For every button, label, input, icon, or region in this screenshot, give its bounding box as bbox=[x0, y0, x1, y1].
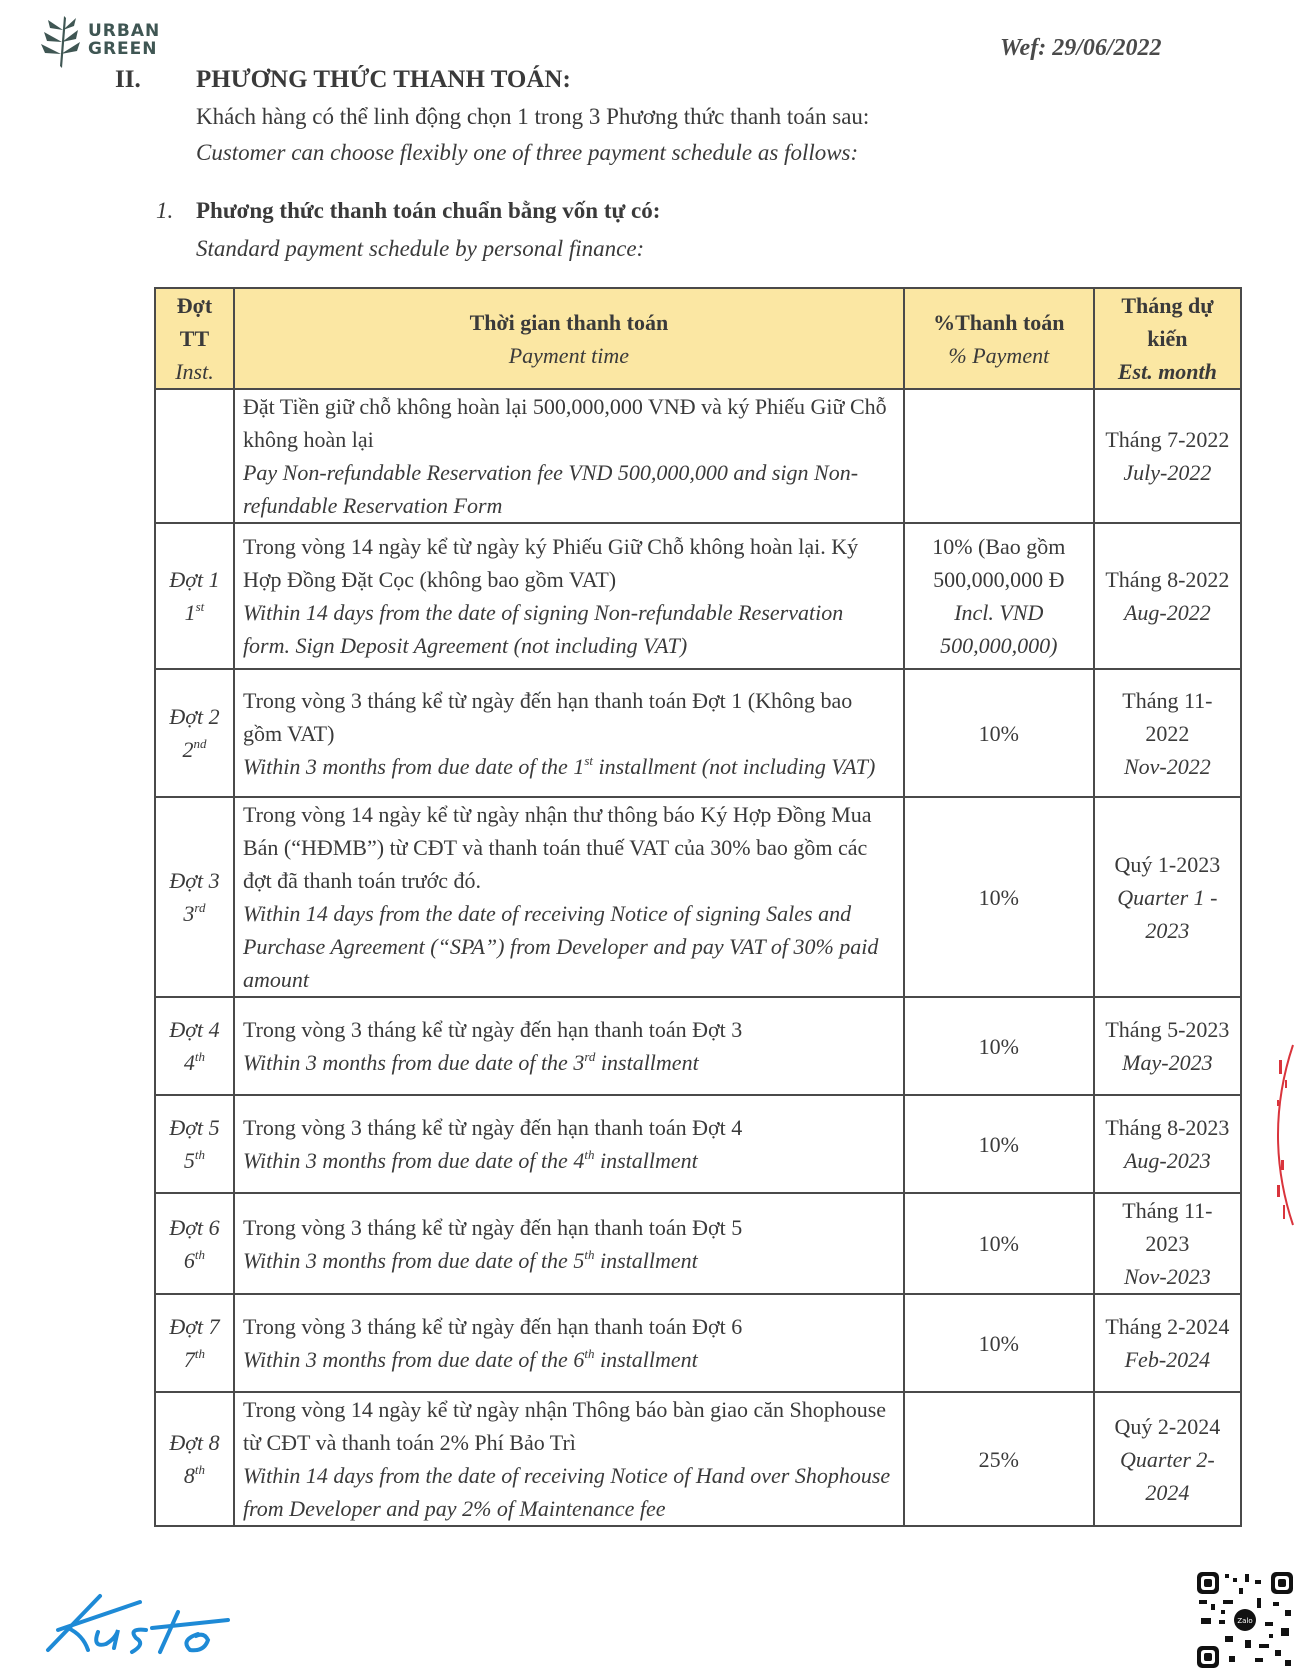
logo-text-urban: URBAN bbox=[88, 21, 161, 41]
inst-num: 3 bbox=[183, 901, 195, 926]
inst-vi: Đợt 4 bbox=[169, 1017, 220, 1042]
inst-num: 5 bbox=[183, 1148, 195, 1173]
table-row bbox=[155, 1095, 1241, 1193]
time-cell bbox=[234, 797, 904, 997]
month-cell bbox=[1094, 1294, 1241, 1392]
time-cell bbox=[234, 1193, 904, 1294]
pct-cell: 10% bbox=[904, 997, 1094, 1095]
effective-date: Wef: 29/06/2022 bbox=[1000, 35, 1162, 61]
time-en: Within 14 days from the date of receiving Notice of Hand over Shophouse from Developer and pay 2% of Maintenance fee bbox=[242, 1463, 891, 1521]
inst-cell bbox=[155, 1095, 234, 1193]
pct-cell: 10% bbox=[904, 797, 1094, 997]
header-time-vi: Thời gian thanh toán bbox=[469, 309, 669, 335]
inst-sup: th bbox=[194, 1147, 206, 1162]
month-vi: Tháng 8-2022 bbox=[1105, 567, 1230, 592]
inst-num: 2 bbox=[182, 737, 194, 762]
inst-vi: Đợt 5 bbox=[169, 1115, 220, 1140]
time-cell bbox=[234, 997, 904, 1095]
month-en: Nov-2022 bbox=[1123, 753, 1211, 779]
month-en: Aug-2022 bbox=[1123, 600, 1211, 625]
table-row bbox=[155, 523, 1241, 669]
inst-sup: rd bbox=[194, 900, 206, 915]
header-inst bbox=[155, 288, 234, 389]
time-vi: Trong vòng 3 tháng kể từ ngày đến hạn thanh toán Đợt 1 (Không bao gồm VAT) bbox=[242, 687, 853, 746]
time-vi: Đặt Tiền giữ chỗ không hoàn lại 500,000,000 VNĐ và ký Phiếu Giữ Chỗ không hoàn lại bbox=[242, 394, 887, 452]
table-row bbox=[155, 997, 1241, 1095]
header-month-vi-1: Tháng dự bbox=[1121, 293, 1214, 318]
section-intro-vi: Khách hàng có thể linh động chọn 1 trong 3 Phương thức thanh toán sau: bbox=[196, 104, 870, 129]
month-en: Aug-2023 bbox=[1123, 1148, 1211, 1173]
time-en: Within 3 months from due date of the 6th installment bbox=[242, 1346, 698, 1372]
logo-text-green: GREEN bbox=[88, 39, 158, 59]
header-pct-vi: %Thanh toán bbox=[933, 309, 1065, 335]
red-stamp-icon bbox=[1255, 1040, 1295, 1230]
pct-cell: 10% bbox=[904, 1095, 1094, 1193]
urban-green-logo bbox=[38, 12, 178, 70]
month-vi: Tháng 2-2024 bbox=[1105, 1314, 1230, 1339]
month-en: Quarter 1 - 2023 bbox=[1117, 884, 1218, 943]
header-month-vi-2: kiến bbox=[1147, 326, 1188, 351]
header-month-en: Est. month bbox=[1117, 359, 1217, 384]
inst-cell bbox=[155, 523, 234, 669]
header-time-en: Payment time bbox=[508, 342, 630, 368]
month-cell bbox=[1094, 1392, 1241, 1526]
month-en: Nov-2023 bbox=[1123, 1264, 1211, 1289]
pct-en: Incl. VND 500,000,000) bbox=[940, 600, 1058, 658]
month-en: May-2023 bbox=[1122, 1050, 1213, 1075]
pct-cell bbox=[904, 389, 1094, 523]
month-en: July-2022 bbox=[1123, 460, 1212, 485]
header-pct bbox=[904, 288, 1094, 389]
subsection-number: 1. bbox=[156, 198, 174, 223]
inst-num: 1 bbox=[184, 600, 196, 625]
month-vi: Quý 1-2023 bbox=[1114, 851, 1221, 877]
time-vi: Trong vòng 3 tháng kể từ ngày đến hạn thanh toán Đợt 3 bbox=[242, 1017, 743, 1042]
time-vi: Trong vòng 14 ngày kể từ ngày nhận Thông báo bàn giao căn Shophouse từ CĐT và thanh toán 2% Phí Bảo Trì bbox=[242, 1397, 887, 1455]
month-vi: Tháng 5-2023 bbox=[1105, 1017, 1230, 1042]
month-vi: Quý 2-2024 bbox=[1114, 1413, 1221, 1439]
inst-sup: th bbox=[194, 1049, 206, 1064]
table-row bbox=[155, 389, 1241, 523]
subsection-title-en: Standard payment schedule by personal finance: bbox=[196, 236, 645, 261]
table-header-row bbox=[155, 288, 1241, 389]
section-number: II. bbox=[115, 66, 141, 93]
pct-cell: 10% bbox=[904, 1193, 1094, 1294]
section-title: PHƯƠNG THỨC THANH TOÁN: bbox=[196, 66, 571, 93]
time-en: Within 14 days from the date of signing Non-refundable Reservation form. Sign Deposit Agreement (not including VAT) bbox=[242, 600, 844, 658]
payment-schedule-table bbox=[154, 287, 1242, 1527]
month-cell bbox=[1094, 669, 1241, 797]
inst-cell bbox=[155, 797, 234, 997]
time-en: Within 3 months from due date of the 3rd installment bbox=[242, 1049, 699, 1075]
month-cell bbox=[1094, 797, 1241, 997]
month-cell bbox=[1094, 1095, 1241, 1193]
inst-sup: th bbox=[194, 1246, 206, 1262]
inst-cell bbox=[155, 389, 234, 523]
inst-cell bbox=[155, 1392, 234, 1526]
inst-sup: th bbox=[194, 1346, 206, 1361]
inst-vi: Đợt 7 bbox=[169, 1314, 220, 1339]
month-vi: Tháng 7-2022 bbox=[1105, 427, 1230, 452]
logo-wordmark bbox=[88, 22, 160, 58]
month-vi: Tháng 11-2023 bbox=[1122, 1198, 1213, 1256]
time-cell bbox=[234, 1095, 904, 1193]
time-vi: Trong vòng 3 tháng kể từ ngày đến hạn thanh toán Đợt 5 bbox=[242, 1214, 743, 1240]
inst-cell bbox=[155, 669, 234, 797]
table-row bbox=[155, 1392, 1241, 1526]
time-cell bbox=[234, 523, 904, 669]
header-pct-en: % Payment bbox=[948, 342, 1050, 368]
qr-badge-label: Zalo bbox=[1237, 1617, 1253, 1625]
header-inst-vi-1: Đợt bbox=[176, 293, 213, 318]
month-en: Quarter 2-2024 bbox=[1120, 1446, 1215, 1505]
time-vi: Trong vòng 3 tháng kể từ ngày đến hạn thanh toán Đợt 4 bbox=[242, 1115, 743, 1140]
header-inst-en: Inst. bbox=[175, 359, 214, 384]
month-vi: Tháng 11-2022 bbox=[1122, 687, 1213, 746]
time-vi: Trong vòng 14 ngày kể từ ngày nhận thư thông báo Ký Hợp Đồng Mua Bán (“HĐMB”) từ CĐT và thanh toán thuế VAT của 30% bao gồm các đợt đã thanh toán trước đó. bbox=[242, 802, 872, 893]
inst-sup: nd bbox=[193, 736, 207, 751]
time-cell bbox=[234, 669, 904, 797]
time-cell bbox=[234, 389, 904, 523]
inst-sup: th bbox=[194, 1462, 206, 1477]
inst-num: 7 bbox=[183, 1347, 195, 1372]
inst-num: 6 bbox=[183, 1247, 195, 1273]
leaf-logo-icon bbox=[38, 12, 86, 70]
table-row bbox=[155, 669, 1241, 797]
time-cell bbox=[234, 1392, 904, 1526]
signature-icon bbox=[28, 1590, 238, 1662]
time-cell bbox=[234, 1294, 904, 1392]
inst-vi: Đợt 3 bbox=[169, 868, 220, 893]
inst-cell bbox=[155, 1294, 234, 1392]
time-en: Within 14 days from the date of receiving Notice of signing Sales and Purchase Agreement (“SPA”) from Developer and pay VAT of 30% paid amount bbox=[242, 901, 879, 992]
time-en: Pay Non-refundable Reservation fee VND 500,000,000 and sign Non-refundable Reservation Form bbox=[242, 460, 859, 518]
header-time bbox=[234, 288, 904, 389]
month-cell bbox=[1094, 1193, 1241, 1294]
month-vi: Tháng 8-2023 bbox=[1105, 1115, 1230, 1140]
pct-cell bbox=[904, 523, 1094, 669]
inst-num: 8 bbox=[183, 1463, 195, 1488]
month-cell bbox=[1094, 523, 1241, 669]
inst-vi: Đợt 8 bbox=[169, 1430, 220, 1455]
month-cell bbox=[1094, 997, 1241, 1095]
inst-vi: Đợt 1 bbox=[169, 567, 220, 592]
time-en: Within 3 months from due date of the 4th installment bbox=[242, 1147, 698, 1173]
inst-sup: st bbox=[195, 599, 205, 614]
table-row bbox=[155, 1294, 1241, 1392]
inst-vi: Đợt 2 bbox=[169, 704, 220, 729]
pct-cell: 10% bbox=[904, 669, 1094, 797]
time-vi: Trong vòng 3 tháng kể từ ngày đến hạn thanh toán Đợt 6 bbox=[242, 1314, 743, 1339]
subsection-title-vi: Phương thức thanh toán chuẩn bằng vốn tự có: bbox=[196, 198, 661, 223]
time-vi: Trong vòng 14 ngày kể từ ngày ký Phiếu Giữ Chỗ không hoàn lại. Ký Hợp Đồng Đặt Cọc (không bao gồm VAT) bbox=[242, 534, 859, 592]
section-intro-en: Customer can choose flexibly one of three payment schedule as follows: bbox=[196, 140, 859, 165]
inst-vi: Đợt 6 bbox=[169, 1214, 220, 1240]
inst-cell bbox=[155, 997, 234, 1095]
inst-num: 4 bbox=[183, 1050, 195, 1075]
header-month bbox=[1094, 288, 1241, 389]
pct-vi: 10% (Bao gồm 500,000,000 Đ bbox=[932, 534, 1066, 592]
table-row bbox=[155, 1193, 1241, 1294]
month-cell bbox=[1094, 389, 1241, 523]
inst-cell bbox=[155, 1193, 234, 1294]
table-row bbox=[155, 797, 1241, 997]
header-inst-vi-2: TT bbox=[179, 326, 210, 351]
qr-code-icon bbox=[1195, 1570, 1295, 1670]
time-en: Within 3 months from due date of the 1st installment (not including VAT) bbox=[242, 752, 876, 779]
pct-cell: 25% bbox=[904, 1392, 1094, 1526]
time-en: Within 3 months from due date of the 5th installment bbox=[242, 1246, 698, 1273]
month-en: Feb-2024 bbox=[1124, 1347, 1211, 1372]
pct-cell: 10% bbox=[904, 1294, 1094, 1392]
